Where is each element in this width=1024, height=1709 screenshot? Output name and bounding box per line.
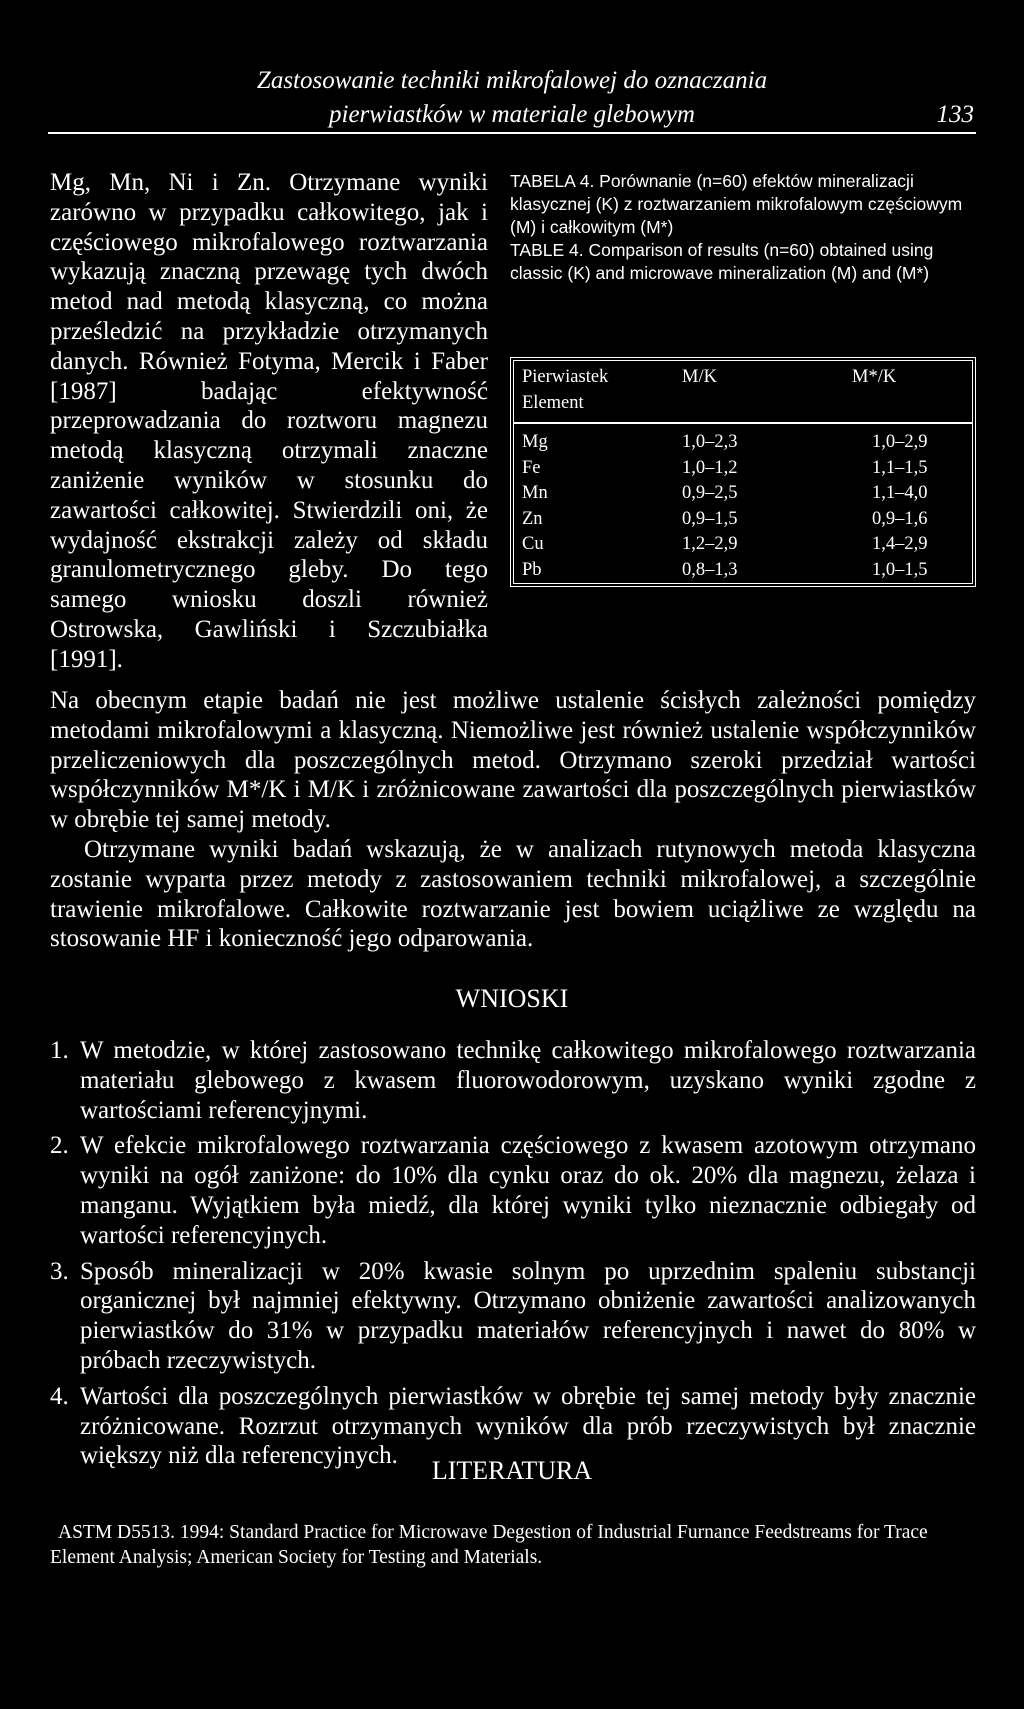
table-caption-pl: TABELA 4. Porównanie (n=60) efektów mineralizacji klasycznej (K) z roztwarzaniem mikrofalowym częściowym (M) i całkowitym (M*)	[510, 171, 963, 237]
cell-element: Pb	[522, 559, 542, 580]
header-rule	[48, 132, 976, 134]
table-row	[514, 423, 972, 456]
cell-msk: 1,1–1,5	[872, 457, 928, 478]
running-head-line2-text: pierwiastków w materiale glebowym	[329, 101, 695, 128]
list-item-number: 4.	[50, 1382, 69, 1410]
conclusions-list	[50, 1036, 976, 1477]
cell-element: Fe	[522, 457, 541, 478]
table-caption-en: TABLE 4. Comparison of results (n=60) obtained using classic (K) and microwave mineralization (M) and (M*)	[510, 240, 934, 283]
list-item-text: W metodzie, w której zastosowano technikę całkowitego mikrofalowego roztwarzania materiału glebowego z kwasem fluorowodorowym, uzyskano wyniki zgodne z wartościami referencyjnymi.	[80, 1037, 976, 1124]
header-element	[514, 361, 652, 423]
cell-mk: 1,0–1,2	[682, 457, 738, 478]
cell-mk: 0,9–1,5	[682, 508, 738, 529]
cell-element: Zn	[522, 508, 543, 529]
cell-mk: 0,9–2,5	[682, 483, 738, 503]
table-row	[514, 481, 972, 507]
running-head	[48, 64, 976, 132]
cell-mk: 0,8–1,3	[682, 559, 738, 580]
table-row	[514, 558, 972, 584]
cell-element: Mg	[522, 432, 548, 452]
conclusions-heading: WNIOSKI	[455, 984, 569, 1013]
cell-msk: 1,0–2,9	[872, 432, 928, 452]
table-caption	[510, 170, 976, 285]
left-column-text: Mg, Mn, Ni i Zn. Otrzymane wyniki zarówno w przypadku całkowitego, jak i częściowego mikrofalowego roztwarzania wykazują znaczną przewagę tych dwóch metod nad metodą klasyczną, co można prześledzić na przykładzie otrzymanych danych. Również Fotyma, Mercik i Faber [1987] badając efektywność przeprowadzania do roztworu magnezu metodą klasyczną otrzymali znaczne zaniżenie wyników w stosunku do zawartości całkowitej. Stwierdzili oni, że wydajność ekstrakcji zależy od składu granulometrycznego gleby. Do tego samego wniosku doszli również Ostrowska, Gawliński i Szczubiałka [1991].	[50, 169, 488, 673]
body-text	[50, 686, 976, 954]
header-element-en: Element	[522, 392, 584, 413]
table-row	[514, 456, 972, 482]
cell-element: Mn	[522, 483, 548, 503]
cell-msk: 0,9–1,6	[872, 508, 928, 529]
list-item	[50, 1131, 976, 1250]
list-item	[50, 1257, 976, 1376]
list-item-text: Wartości dla poszczególnych pierwiastków w obrębie tej samej metody były znacznie zróżnicowane. Rozrzut otrzymanych wyników dla prób rzeczywistych był znacznie większy niż dla referencyjnych.	[80, 1382, 976, 1470]
header-mk: M/K	[652, 361, 832, 423]
table-row	[514, 532, 972, 558]
body-paragraph: Na obecnym etapie badań nie jest możliwe ustalenie ścisłych zależności pomiędzy metodami mikrofalowymi a klasyczną. Niemożliwe jest również ustalenie współczynników przeliczeniowych dla poszczególnych metod. Otrzymano szeroki przedział wartości współczynników M*/K i M/K i zróżnicowane zawartości dla poszczególnych pierwiastków w obrębie tej samej metody.	[50, 687, 976, 834]
cell-msk: 1,4–2,9	[872, 534, 928, 554]
list-item-text: Sposób mineralizacji w 20% kwasie solnym po uprzednim spaleniu substancji organicznej był najmniej efektywny. Otrzymano obniżenie zawartości analizowanych pierwiastków do 31% w przypadku materiałów referencyjnych i nawet do 80% w próbach rzeczywistych.	[80, 1257, 976, 1374]
cell-msk: 1,1–4,0	[872, 483, 928, 503]
list-item-number: 3.	[50, 1257, 69, 1285]
comparison-table	[510, 357, 976, 587]
list-item-number: 2.	[50, 1132, 69, 1160]
header-element-pl: Pierwiastek	[522, 367, 609, 387]
running-head-line1: Zastosowanie techniki mikrofalowej do oznaczania	[256, 67, 768, 94]
cell-element: Cu	[522, 534, 544, 554]
list-item	[50, 1036, 976, 1125]
header-msk: M*/K	[832, 361, 972, 423]
list-item-number: 1.	[50, 1037, 69, 1064]
table-header-row	[514, 361, 972, 423]
list-item-text: W efekcie mikrofalowego roztwarzania częściowego z kwasem azotowym otrzymano wyniki na ogół zaniżone: do 10% dla cynku oraz do ok. 20% dla magnezu, żelaza i manganu. Wyjątkiem była miedź, dla której wyniki tylko nieznacznie odbiegały od wartości referencyjnych.	[80, 1132, 976, 1249]
running-head-line2	[48, 98, 976, 132]
cell-mk: 1,2–2,9	[682, 534, 738, 554]
cell-msk: 1,0–1,5	[872, 559, 928, 580]
cell-mk: 1,0–2,3	[682, 432, 738, 452]
body-paragraph: Otrzymane wyniki badań wskazują, że w analizach rutynowych metoda klasyczna zostanie wyparta przez metody z zastosowaniem techniki mikrofalowej, a szczególnie trawienie mikrofalowe. Całkowite roztwarzanie jest bowiem uciążliwe ze względu na stosowanie HF i konieczność jego odparowania.	[50, 835, 976, 953]
table-row	[514, 507, 972, 533]
literature-heading: LITERATURA	[431, 1456, 593, 1485]
page-number: 133	[936, 101, 974, 128]
reference-entry: ASTM D5513. 1994: Standard Practice for Microwave Degestion of Industrial Furnance Feedstreams for Trace Element Analysis; American Society for Testing and Materials.	[50, 1522, 928, 1568]
